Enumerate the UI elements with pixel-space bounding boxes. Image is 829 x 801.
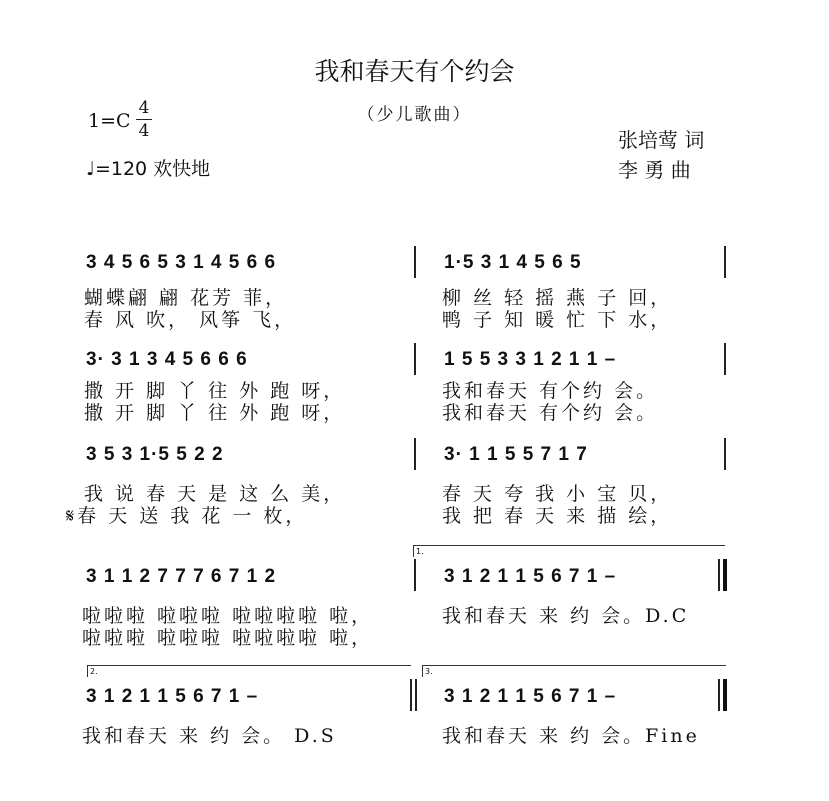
lyric-line: 我 把 春 天 来 描 绘，	[442, 505, 673, 527]
notation-line: 3 5 3 1·5 5 2 2	[86, 444, 224, 465]
lyric-line: 春 天 夸 我 小 宝 贝，	[442, 483, 673, 505]
notation-line: 1·5 3 1 4 5 6 5	[444, 252, 582, 273]
volta-number: 3.	[425, 667, 433, 676]
lyricist-credit: 张培莺 词	[618, 128, 705, 152]
lyric-line: 春 风 吹， 风筝 飞，	[84, 309, 297, 331]
barline	[414, 343, 416, 375]
volta-number: 1.	[416, 547, 424, 556]
lyric-line: 撒 开 脚 丫 往 外 跑 呀，	[84, 380, 346, 402]
barline	[414, 246, 416, 278]
lyric-line: 我和春天 来 约 会。 D.S	[82, 725, 337, 747]
volta-bracket-tick	[413, 545, 414, 557]
composer-credit: 李 勇 曲	[618, 158, 691, 182]
volta-bracket-tick	[422, 665, 423, 677]
repeat-end-thin-barline	[718, 559, 720, 591]
lyric-line: 我和春天 有个约 会。	[442, 380, 659, 402]
lyric-line: 我 说 春 天 是 这 么 美，	[84, 483, 346, 505]
barline	[724, 246, 726, 278]
final-barline-thick	[723, 679, 727, 711]
notation-line: 3 1 2 1 1 5 6 7 1 –	[86, 686, 259, 707]
barline	[414, 438, 416, 470]
repeat-end-thick-barline	[723, 559, 727, 591]
notation-line: 3 4 5 6 5 3 1 4 5 6 6	[86, 252, 277, 273]
lyric-line: 啦啦啦 啦啦啦 啦啦啦啦 啦，	[82, 605, 374, 627]
volta-bracket	[422, 665, 726, 666]
barline	[414, 559, 416, 591]
song-title: 我和春天有个约会	[314, 57, 515, 86]
lyric-line: 我和春天 来 约 会。D.C	[442, 605, 690, 627]
tempo-marking: ♩=120 欢快地	[86, 158, 211, 180]
notation-line: 3 1 2 1 1 5 6 7 1 –	[444, 566, 617, 587]
key-signature: 1=C	[88, 110, 131, 132]
time-signature-line	[136, 119, 152, 120]
song-subtitle: （少儿歌曲）	[357, 105, 472, 125]
lyric-line: 我和春天 来 约 会。Fine	[442, 725, 700, 747]
lyric-line: 蝴蝶翩 翩 花芳 菲，	[84, 287, 288, 309]
lyric-line: 啦啦啦 啦啦啦 啦啦啦啦 啦，	[82, 627, 374, 649]
volta-number: 2.	[90, 667, 98, 676]
volta-bracket	[413, 545, 725, 546]
notation-line: 3· 1 1 5 5 7 1 7	[444, 444, 588, 465]
notation-line: 3· 3 1 3 4 5 6 6 6	[86, 349, 248, 370]
lyric-line: 撒 开 脚 丫 往 外 跑 呀，	[84, 402, 346, 424]
double-barline-thin	[415, 679, 417, 711]
time-signature-top: 4	[138, 98, 150, 118]
lyric-line: 鸭 子 知 暖 忙 下 水，	[442, 309, 673, 331]
lyric-line: 柳 丝 轻 摇 燕 子 回，	[442, 287, 673, 309]
barline	[724, 438, 726, 470]
final-barline-thin	[718, 679, 720, 711]
volta-bracket-tick	[87, 665, 88, 677]
lyric-line: 𝄋春 天 送 我 花 一 枚，	[66, 505, 308, 527]
notation-line: 1 5 5 3 3 1 2 1 1 –	[444, 349, 617, 370]
notation-line: 3 1 2 1 1 5 6 7 1 –	[444, 686, 617, 707]
notation-line: 3 1 1 2 7 7 7 6 7 1 2	[86, 566, 277, 587]
double-barline-thin	[410, 679, 412, 711]
time-signature-bottom: 4	[138, 121, 150, 141]
lyric-line: 我和春天 有个约 会。	[442, 402, 659, 424]
barline	[724, 343, 726, 375]
volta-bracket	[87, 665, 411, 666]
